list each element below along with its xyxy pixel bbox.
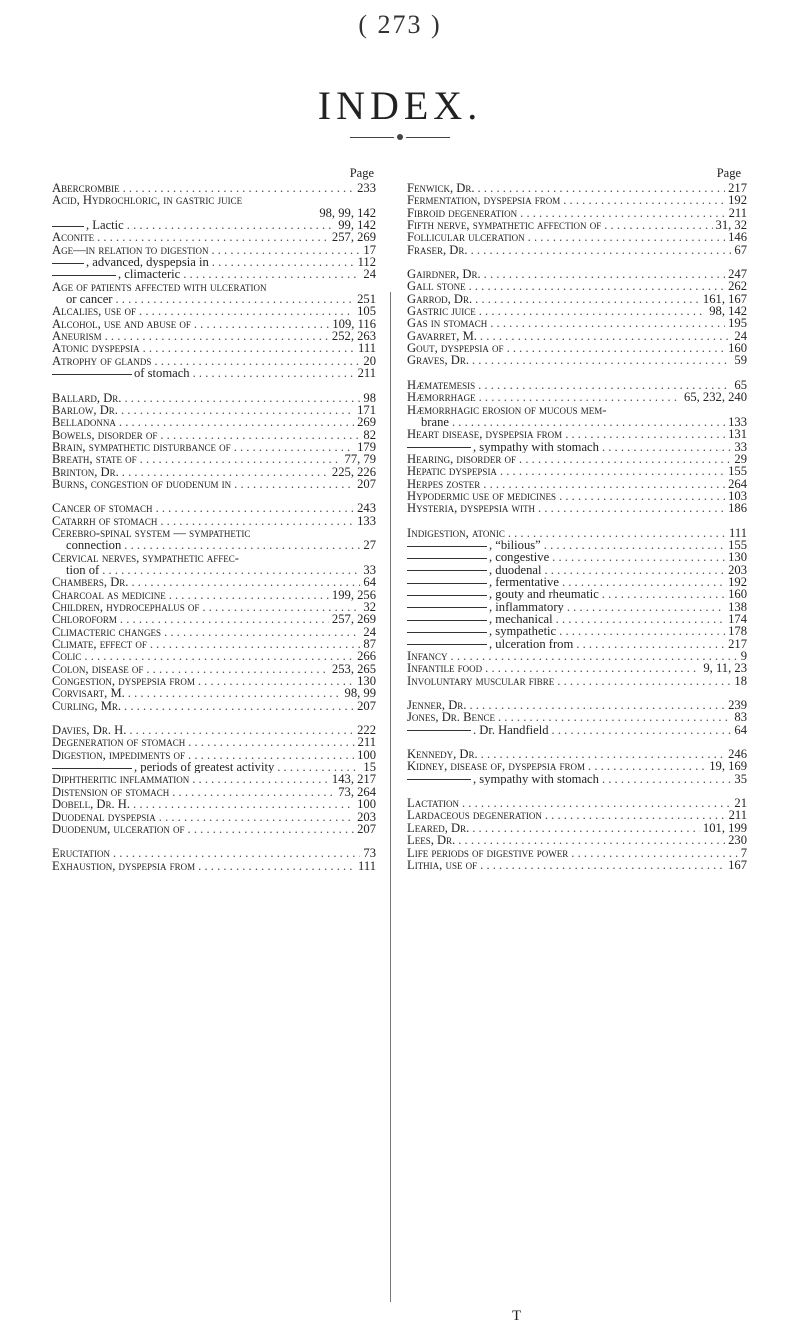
column-divider — [390, 292, 391, 1302]
index-subentry: , sympathetic . . 178 — [407, 625, 747, 637]
index-entry: Colic . . 266 — [52, 650, 376, 662]
index-entry: Catarrh of stomach . . 133 — [52, 515, 376, 527]
index-subentry: , mechanical . . 174 — [407, 613, 747, 625]
index-entry: Barlow, Dr. . . 171 — [52, 404, 376, 416]
index-entry: Jenner, Dr. . . 239 — [407, 699, 747, 711]
index-entry-continued: or cancer . . 251 — [52, 293, 376, 305]
index-entry: Gavarret, M. . . 24 — [407, 330, 747, 342]
index-entry: Herpes zoster . . 264 — [407, 478, 747, 490]
index-entry: Kennedy, Dr. . . 246 — [407, 748, 747, 760]
index-entry: Lees, Dr. . . 230 — [407, 834, 747, 846]
index-entry-pages: 98, 99, 142 — [319, 205, 376, 220]
index-entry: Hæmatemesis . . 65 — [407, 379, 747, 391]
index-entry: Ballard, Dr. . . 98 — [52, 392, 376, 404]
index-entry: Chambers, Dr. . . 64 — [52, 576, 376, 588]
index-entry-continued: brane . . 133 — [407, 416, 747, 428]
index-entry: Kidney, disease of, dyspepsia from . . 19, 169 — [407, 760, 747, 772]
index-entry: Breath, state of . . 77, 79 — [52, 453, 376, 465]
index-entry: Congestion, dyspepsia from . . 130 — [52, 675, 376, 687]
index-entry: Fenwick, Dr. . . 217 — [407, 182, 747, 194]
index-entry: Cervical nerves, sympathetic affec- — [52, 550, 239, 565]
index-entry: Brain, sympathetic disturbance of . . 179 — [52, 441, 376, 453]
index-subentry: , sympathy with stomach . . 33 — [407, 441, 747, 453]
index-entry: Infantile food . . 9, 11, 23 — [407, 662, 747, 674]
index-subentry: , “bilious” . . 155 — [407, 539, 747, 551]
index-entry: Alcohol, use and abuse of . . 109, 116 — [52, 318, 376, 330]
index-subentry: , fermentative . . 192 — [407, 576, 747, 588]
index-subentry: , gouty and rheumatic . . 160 — [407, 588, 747, 600]
index-entry: Brinton, Dr. . . 225, 226 — [52, 466, 376, 478]
index-entry: Gas in stomach . . 195 — [407, 317, 747, 329]
index-entry: Hysteria, dyspepsia with . . 186 — [407, 502, 747, 514]
index-entry: Hæmorrhage . . 65, 232, 240 — [407, 391, 747, 403]
index-entry: Duodenal dyspepsia . . 203 — [52, 811, 376, 823]
index-entry: Cerebro-spinal system — sympathetic — [52, 525, 251, 540]
index-subentry: . Dr. Handfield . . 64 — [407, 724, 747, 736]
index-entry: Leared, Dr. . . 101, 199 — [407, 822, 747, 834]
index-entry: Atonic dyspepsia . . 111 — [52, 342, 376, 354]
index-entry: Davies, Dr. H. . . 222 — [52, 724, 376, 736]
index-entry: Hearing, disorder of . . 29 — [407, 453, 747, 465]
index-entry: Diphtheritic inflammation . . 143, 217 — [52, 773, 376, 785]
index-entry: Heart disease, dyspepsia from . . 131 — [407, 428, 747, 440]
index-subentry: of stomach . . 211 — [52, 367, 376, 379]
index-entry: Curling, Mr. . . 207 — [52, 700, 376, 712]
index-entry: Gairdner, Dr. . . 247 — [407, 268, 747, 280]
index-entry: Age of patients affected with ulceration — [52, 279, 267, 294]
index-entry: Duodenum, ulceration of . . 207 — [52, 823, 376, 835]
index-subentry: , inflammatory . . 138 — [407, 601, 747, 613]
index-entry: Hæmorrhagic erosion of mucous mem- — [407, 402, 607, 417]
index-entry: Aconite . . 257, 269 — [52, 231, 376, 243]
index-entry: Garrod, Dr. . . 161, 167 — [407, 293, 747, 305]
index-entry: Jones, Dr. Bence . . 83 — [407, 711, 747, 723]
index-entry: Fibroid degeneration . . 211 — [407, 207, 747, 219]
index-entry: Acid, Hydrochloric, in gastric juice — [52, 193, 243, 208]
index-entry: Lithia, use of . . 167 — [407, 859, 747, 871]
index-entry: Life periods of digestive power . . 7 — [407, 847, 747, 859]
index-entry: Colon, disease of . . 253, 265 — [52, 663, 376, 675]
title-ornament — [350, 136, 450, 140]
index-subentry: , climacteric . . 24 — [52, 268, 376, 280]
page-title: INDEX. — [317, 83, 483, 128]
index-subentry: , Lactic . . 99, 142 — [52, 219, 376, 231]
index-entry: Involuntary muscular fibre . . 18 — [407, 675, 747, 687]
page-number: ( 273 ) — [358, 10, 442, 39]
index-entry: Fermentation, dyspepsia from . . 192 — [407, 194, 747, 206]
left-page-heading: Page — [349, 166, 374, 180]
index-entry: Alcalies, use of . . 105 — [52, 305, 376, 317]
index-entry: Climate, effect of . . 87 — [52, 638, 376, 650]
index-entry: Hepatic dyspepsia . . 155 — [407, 465, 747, 477]
index-entry-continued: connection . . 27 — [52, 539, 376, 551]
index-entry: Dobell, Dr. H. . . 100 — [52, 798, 376, 810]
index-entry: Atrophy of glands . . 20 — [52, 355, 376, 367]
index-entry: Digestion, impediments of . . 100 — [52, 749, 376, 761]
right-column — [407, 164, 747, 871]
index-entry: Eructation . . 73 — [52, 847, 376, 859]
index-entry: Burns, congestion of duodenum in . . 207 — [52, 478, 376, 490]
index-entry: Gout, dyspepsia of . . 160 — [407, 342, 747, 354]
index-subentry: , advanced, dyspepsia in . . 112 — [52, 256, 376, 268]
index-subentry: , ulceration from . . 217 — [407, 638, 747, 650]
index-entry: Degeneration of stomach . . 211 — [52, 736, 376, 748]
index-entry: Climacteric changes . . 24 — [52, 626, 376, 638]
index-entry: Gastric juice . . 98, 142 — [407, 305, 747, 317]
index-entry: Abercrombie . . 233 — [52, 182, 376, 194]
index-entry: Follicular ulceration . . 146 — [407, 231, 747, 243]
index-subentry: , congestive . . 130 — [407, 551, 747, 563]
index-entry: Chloroform . . 257, 269 — [52, 613, 376, 625]
right-page-heading: Page — [716, 166, 741, 180]
index-entry: Distension of stomach . . 73, 264 — [52, 786, 376, 798]
left-column — [52, 164, 376, 872]
index-entry: Cancer of stomach . . 243 — [52, 502, 376, 514]
index-entry: Indigestion, atonic . . 111 — [407, 527, 747, 539]
index-entry: Age—in relation to digestion . . 17 — [52, 244, 376, 256]
index-entry: Charcoal as medicine . . 199, 256 — [52, 589, 376, 601]
index-entry: Hypodermic use of medicines . . 103 — [407, 490, 747, 502]
index-subentry: , duodenal . . 203 — [407, 564, 747, 576]
index-entry-continued: tion of . . 33 — [52, 564, 376, 576]
index-entry: Lardaceous degeneration . . 211 — [407, 809, 747, 821]
index-entry: Exhaustion, dyspepsia from . . 111 — [52, 860, 376, 872]
index-entry: Corvisart, M. . . 98, 99 — [52, 687, 376, 699]
index-entry: Aneurism . . 252, 263 — [52, 330, 376, 342]
index-entry: Fraser, Dr. . . 67 — [407, 244, 747, 256]
index-subentry: , sympathy with stomach . . 35 — [407, 773, 747, 785]
index-entry: Fifth nerve, sympathetic affection of . . 31, 32 — [407, 219, 747, 231]
index-entry: Lactation . . 21 — [407, 797, 747, 809]
index-subentry: , periods of greatest activity . . 15 — [52, 761, 376, 773]
index-entry: Graves, Dr. . . 59 — [407, 354, 747, 366]
index-entry: Belladonna . . 269 — [52, 416, 376, 428]
index-entry: Gall stone . . 262 — [407, 280, 747, 292]
signature-mark: T — [512, 1308, 522, 1324]
index-entry: Infancy . . 9 — [407, 650, 747, 662]
index-entry: Bowels, disorder of . . 82 — [52, 429, 376, 441]
index-entry: Children, hydrocephalus of . . 32 — [52, 601, 376, 613]
